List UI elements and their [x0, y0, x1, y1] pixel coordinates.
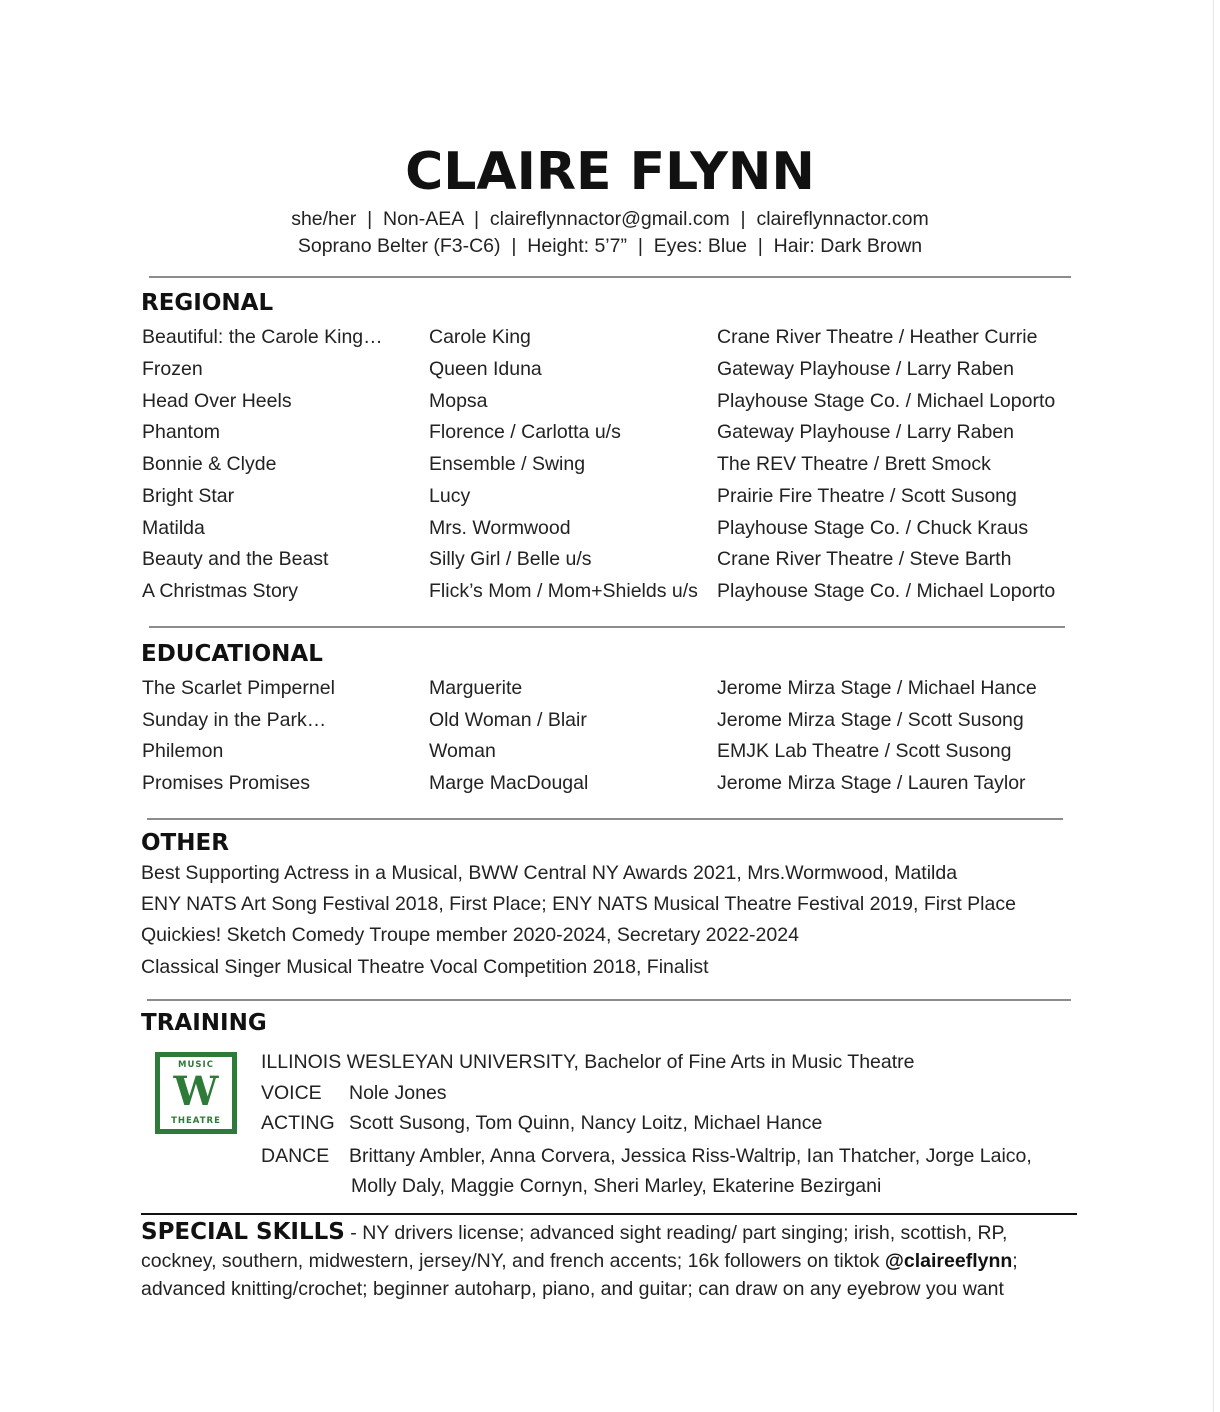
- credit-row: [0, 740, 1220, 770]
- credit-row: [0, 485, 1220, 515]
- logo-bottom-text: THEATRE: [171, 1116, 221, 1126]
- credit-row: [0, 517, 1220, 547]
- training-dance-line-2: Molly Daly, Maggie Cornyn, Sheri Marley, Ekaterine Bezirgani: [351, 1175, 882, 1197]
- music-theatre-logo: [155, 1052, 237, 1134]
- skills-text: - NY drivers license; advanced sight reading/ part singing; irish, scottish, RP, cockney, southern, midwestern, jersey/NY, and french accents; 16k followers on tiktok: [141, 1222, 1008, 1272]
- divider: [149, 626, 1065, 628]
- other-item: Classical Singer Musical Theatre Vocal Competition 2018, Finalist: [141, 956, 709, 978]
- resume-name: CLAIRE FLYNN: [405, 142, 815, 202]
- credit-venue: Gateway Playhouse / Larry Raben: [717, 421, 1014, 444]
- credit-show: A Christmas Story: [142, 580, 299, 602]
- logo-letter: W: [173, 1068, 219, 1115]
- educational-heading: EDUCATIONAL: [141, 641, 323, 667]
- divider: [149, 276, 1071, 278]
- credit-venue: The REV Theatre / Brett Smock: [717, 453, 991, 475]
- credit-row: [0, 421, 1220, 451]
- credit-show: Phantom: [142, 421, 221, 444]
- regional-heading: REGIONAL: [141, 290, 274, 316]
- training-voice: Nole Jones: [349, 1082, 447, 1104]
- credit-role: Florence / Carlotta u/s: [429, 421, 621, 444]
- credit-show: Matilda: [142, 516, 205, 539]
- training-dance-line-1: Brittany Ambler, Anna Corvera, Jessica Riss-Waltrip, Ian Thatcher, Jorge Laico,: [349, 1145, 1032, 1167]
- credit-show: Bonnie & Clyde: [142, 453, 277, 475]
- credit-show: Promises Promises: [142, 772, 310, 795]
- credit-venue: Playhouse Stage Co. / Michael Loporto: [717, 389, 1056, 412]
- credit-venue: Playhouse Stage Co. / Chuck Kraus: [717, 516, 1029, 539]
- special-skills: [141, 1218, 1061, 1303]
- credit-row: [0, 709, 1220, 739]
- credit-venue: Jerome Mirza Stage / Lauren Taylor: [717, 772, 1026, 795]
- credit-show: Beautiful: the Carole King…: [142, 326, 383, 348]
- divider: [141, 1213, 1077, 1215]
- credit-row: [0, 677, 1220, 707]
- credit-row: [0, 580, 1220, 610]
- other-item: Best Supporting Actress in a Musical, BWW Central NY Awards 2021, Mrs.Wormwood, Matilda: [141, 862, 958, 884]
- credit-role: Queen Iduna: [429, 357, 542, 380]
- tiktok-handle: @claireeflynn: [884, 1250, 1013, 1272]
- credit-show: Head Over Heels: [142, 389, 292, 412]
- credit-show: The Scarlet Pimpernel: [142, 677, 335, 699]
- credit-role: Mopsa: [429, 389, 488, 412]
- credit-venue: Jerome Mirza Stage / Michael Hance: [717, 677, 1037, 699]
- credit-row: [0, 453, 1220, 483]
- credit-role: Carole King: [429, 326, 531, 348]
- credit-show: Bright Star: [142, 484, 235, 507]
- credit-row: [0, 326, 1220, 356]
- credit-venue: Crane River Theatre / Heather Currie: [717, 326, 1038, 348]
- credit-venue: Prairie Fire Theatre / Scott Susong: [717, 484, 1017, 507]
- logo-top-text: MUSIC: [178, 1060, 214, 1070]
- credit-row: [0, 390, 1220, 420]
- credit-row: [0, 548, 1220, 578]
- skills-heading: SPECIAL SKILLS: [141, 1219, 345, 1245]
- credit-show: Philemon: [142, 740, 224, 763]
- credit-role: Marguerite: [429, 677, 523, 699]
- credit-show: Beauty and the Beast: [142, 548, 329, 571]
- credit-show: Frozen: [142, 357, 203, 380]
- other-item: ENY NATS Art Song Festival 2018, First Place; ENY NATS Musical Theatre Festival 2019, First Place: [141, 893, 1016, 915]
- other-heading: OTHER: [141, 830, 229, 856]
- training-voice-label: VOICE: [261, 1082, 322, 1104]
- credit-row: [0, 772, 1220, 802]
- training-acting-label: ACTING: [261, 1112, 335, 1134]
- contact-line-2: Soprano Belter (F3-C6) | Height: 5’7” | Eyes: Blue | Hair: Dark Brown: [297, 235, 923, 257]
- credit-role: Mrs. Wormwood: [429, 516, 571, 539]
- training-heading: TRAINING: [141, 1010, 267, 1036]
- credit-role: Marge MacDougal: [429, 772, 589, 795]
- training-school: ILLINOIS WESLEYAN UNIVERSITY, Bachelor of Fine Arts in Music Theatre: [261, 1051, 915, 1073]
- other-item: Quickies! Sketch Comedy Troupe member 2020-2024, Secretary 2022-2024: [141, 924, 799, 946]
- credit-role: Flick’s Mom / Mom+Shields u/s: [429, 580, 698, 602]
- divider: [147, 818, 1063, 820]
- skills-text-end: ; advanced knitting/crochet; beginner autoharp, piano, and guitar; can draw on any eyebrow you want: [141, 1250, 1018, 1300]
- credit-venue: Gateway Playhouse / Larry Raben: [717, 357, 1014, 380]
- credit-role: Lucy: [429, 484, 471, 507]
- credit-show: Sunday in the Park…: [142, 708, 327, 731]
- divider: [147, 999, 1071, 1001]
- credit-role: Ensemble / Swing: [429, 453, 586, 475]
- credit-row: [0, 358, 1220, 388]
- training-dance-label: DANCE: [261, 1145, 330, 1167]
- credit-venue: Jerome Mirza Stage / Scott Susong: [717, 708, 1024, 731]
- credit-venue: Playhouse Stage Co. / Michael Loporto: [717, 580, 1056, 602]
- credit-role: Old Woman / Blair: [429, 708, 587, 731]
- training-acting: Scott Susong, Tom Quinn, Nancy Loitz, Michael Hance: [349, 1112, 823, 1134]
- contact-line-1: she/her | Non-AEA | claireflynnactor@gmail.com | claireflynnactor.com: [291, 208, 929, 230]
- credit-role: Silly Girl / Belle u/s: [429, 548, 592, 571]
- credit-venue: Crane River Theatre / Steve Barth: [717, 548, 1012, 571]
- credit-venue: EMJK Lab Theatre / Scott Susong: [717, 740, 1012, 763]
- credit-role: Woman: [429, 740, 496, 763]
